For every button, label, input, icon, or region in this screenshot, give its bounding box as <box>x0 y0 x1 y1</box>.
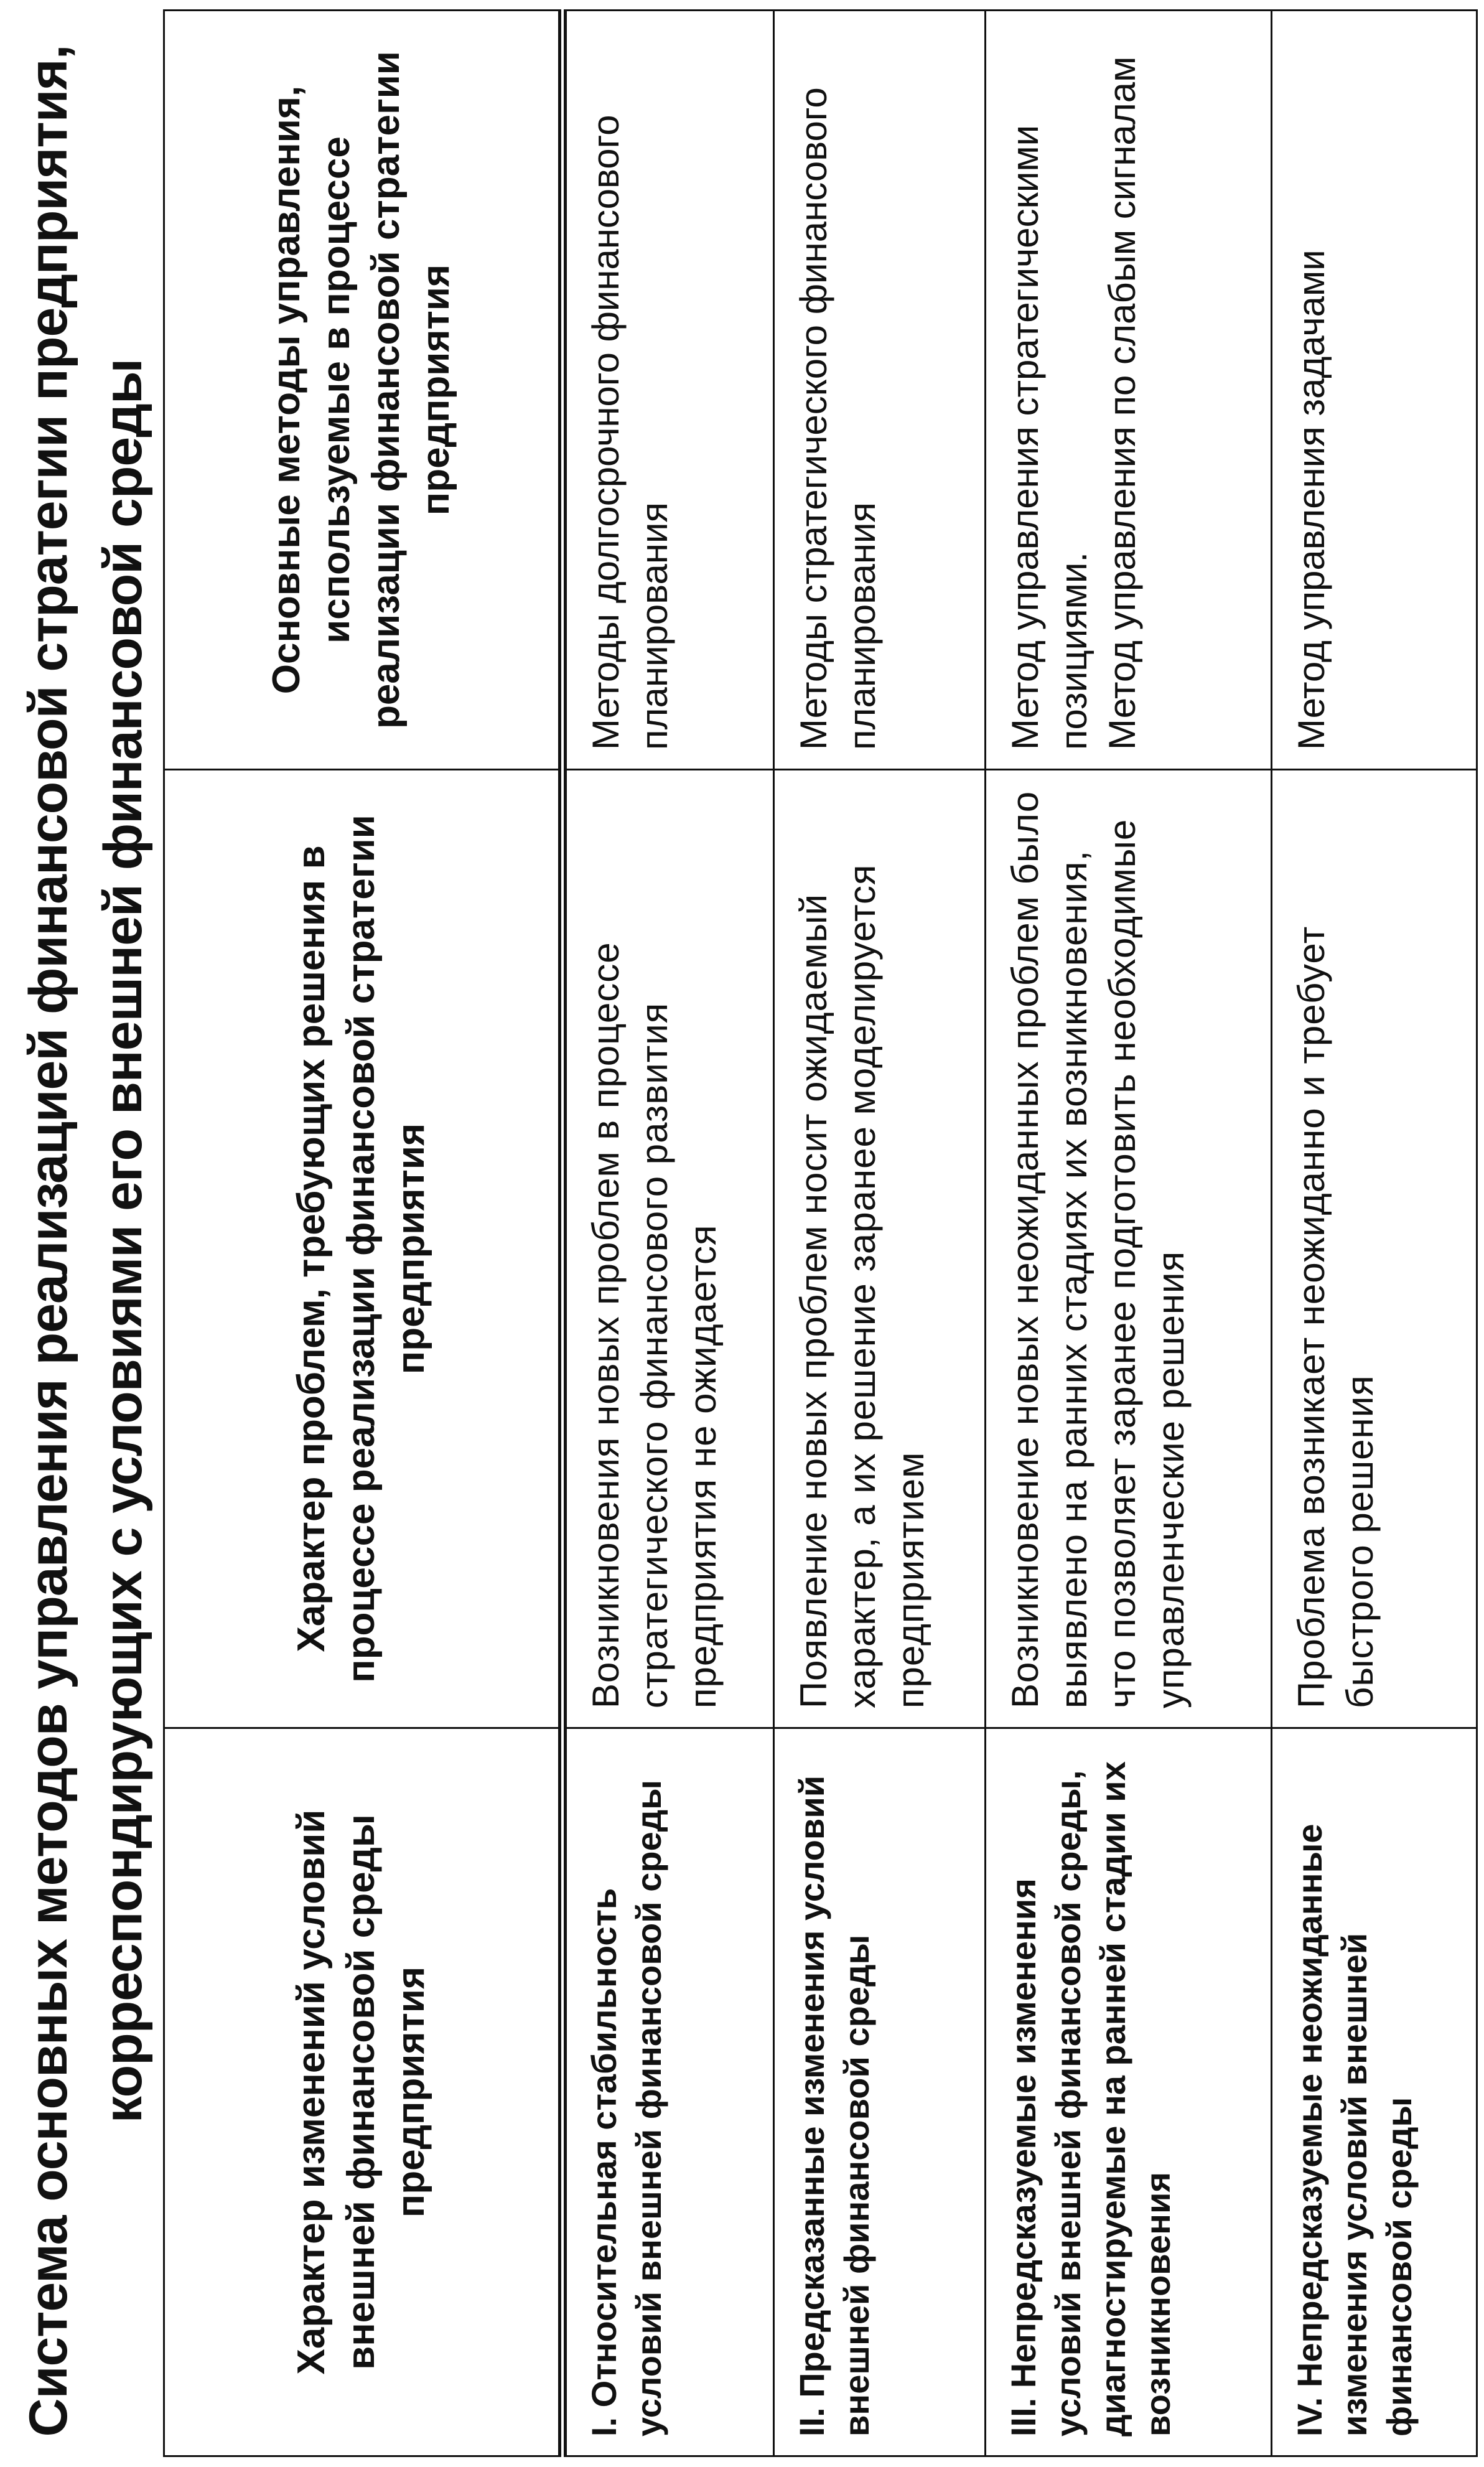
table-row <box>774 11 986 2456</box>
method-line-1: Метод управления стратегическими позициями. <box>1004 124 1094 750</box>
header-problems: Характер проблем, требующих решения в процессе реализации финансовой стратегии предприятия <box>164 770 562 1728</box>
problem-cell: Появление новых проблем носит ожидаемый характер, а их решение заранее моделируется предприятием <box>774 770 986 1728</box>
header-methods: Основные методы управления, используемые в процессе реализации финансовой стратегии предприятия <box>164 11 562 770</box>
method-cell: Методы долгосрочного финансового планирования <box>562 11 774 770</box>
header-conditions: Характер изменений условий внешней финансовой среды предприятия <box>164 1728 562 2456</box>
method-cell: Методы стратегического финансового планирования <box>774 11 986 770</box>
problem-cell: Проблема возникает неожиданно и требует быстрого решения <box>1272 770 1477 1728</box>
condition-cell: III. Непредсказуемые изменения условий внешней финансовой среды, диагностируемые на ранней стадии их возникновения <box>986 1728 1272 2456</box>
table-row <box>562 11 774 2456</box>
problem-cell: Возникновение новых неожиданных проблем было выявлено на ранних стадиях их возникновения, что позволяет заранее подготовить необходимые управленческие решения <box>986 770 1272 1728</box>
table-row <box>1272 11 1477 2456</box>
methods-table <box>163 9 1478 2457</box>
table-header-row <box>164 11 562 2456</box>
problem-cell: Возникновения новых проблем в процессе стратегического финансового развития предприятия не ожидается <box>562 770 774 1728</box>
title-line-2: корреспондирующих с условиями его внешней финансовой среды <box>93 358 153 2123</box>
method-cell <box>986 11 1272 770</box>
condition-cell: I. Относительная стабильность условий внешней финансовой среды <box>562 1728 774 2456</box>
condition-cell: II. Предсказанные изменения условий внешней финансовой среды <box>774 1728 986 2456</box>
title-line-1: Система основных методов управления реализацией финансовой стратегии предприятия, <box>19 45 78 2437</box>
table-row <box>986 11 1272 2456</box>
page-title <box>11 40 161 2442</box>
condition-cell: IV. Непредсказуемые неожиданные изменения условий внешней финансовой среды <box>1272 1728 1477 2456</box>
method-line-2: Метод управления по слабым сигналам <box>1101 56 1143 750</box>
method-cell: Метод управления задачами <box>1272 11 1477 770</box>
